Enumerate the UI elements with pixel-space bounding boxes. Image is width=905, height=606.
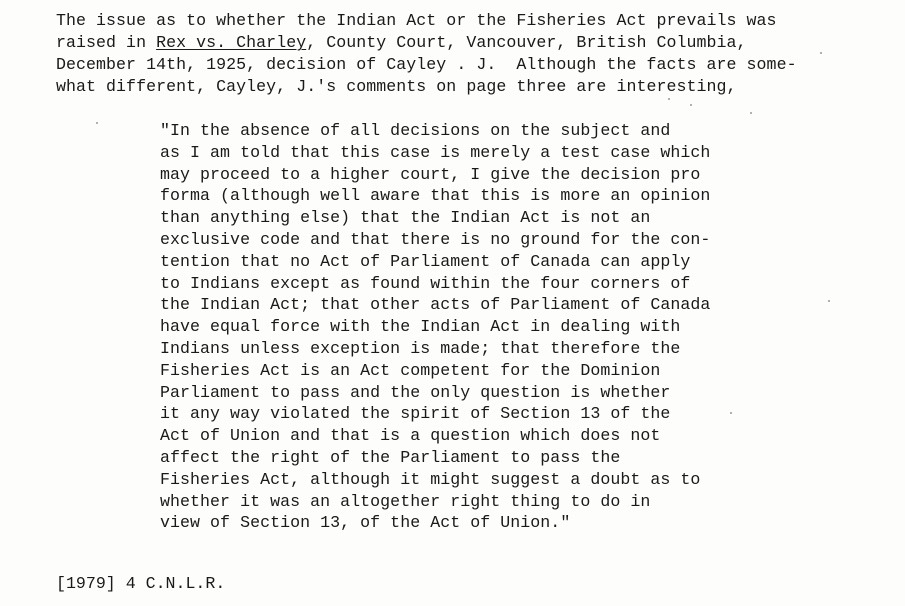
page-citation: [1979] 4 C.N.L.R. <box>56 574 226 593</box>
quote-line: than anything else) that the Indian Act is not an <box>160 208 651 228</box>
quote-line: to Indians except as found within the four corners of <box>160 273 691 293</box>
quote-line: affect the right of the Parliament to pass the <box>160 447 621 467</box>
scan-speck <box>730 412 732 414</box>
block-quote <box>160 120 710 534</box>
quote-line: Act of Union and that is a question which does not <box>160 426 661 446</box>
quote-line: tention that no Act of Parliament of Canada can apply <box>160 251 691 271</box>
intro-line-2-before: raised in <box>56 33 157 52</box>
scan-speck <box>96 122 98 124</box>
scan-speck <box>828 300 830 302</box>
intro-line-1: The issue as to whether the Indian Act or the Fisheries Act prevails was <box>56 11 777 30</box>
scan-speck <box>668 98 670 100</box>
quote-line: Fisheries Act, although it might suggest a doubt as to <box>160 469 701 489</box>
intro-line-4: what different, Cayley, J.'s comments on page three are interesting, <box>56 77 737 96</box>
quote-line: forma (although well aware that this is more an opinion <box>160 186 711 206</box>
quote-line: Indians unless exception is made; that therefore the <box>160 338 681 358</box>
quote-line: "In the absence of all decisions on the subject and <box>160 121 671 140</box>
intro-paragraph <box>56 10 797 98</box>
case-name: Rex vs. Charley <box>156 33 307 52</box>
quote-line: may proceed to a higher court, I give the decision pro <box>160 164 701 184</box>
quote-line: exclusive code and that there is no ground for the con- <box>160 229 711 249</box>
quote-line: have equal force with the Indian Act in dealing with <box>160 317 681 337</box>
intro-line-2-after: , County Court, Vancouver, British Columbia, <box>306 33 747 52</box>
quote-line: Fisheries Act is an Act competent for the Dominion <box>160 360 661 380</box>
scan-speck <box>690 104 692 106</box>
quote-line: the Indian Act; that other acts of Parliament of Canada <box>160 295 711 315</box>
intro-line-3: December 14th, 1925, decision of Cayley . J. Although the facts are some- <box>56 55 797 74</box>
intro-line-2 <box>56 32 797 54</box>
quote-line: view of Section 13, of the Act of Union." <box>160 513 571 533</box>
scan-speck <box>750 112 752 114</box>
quote-line: it any way violated the spirit of Section 13 of the <box>160 404 671 424</box>
quote-line: as I am told that this case is merely a test case which <box>160 142 711 162</box>
quote-line: whether it was an altogether right thing to do in <box>160 491 651 511</box>
quote-line: Parliament to pass and the only question is whether <box>160 382 671 402</box>
scan-speck <box>820 52 822 54</box>
